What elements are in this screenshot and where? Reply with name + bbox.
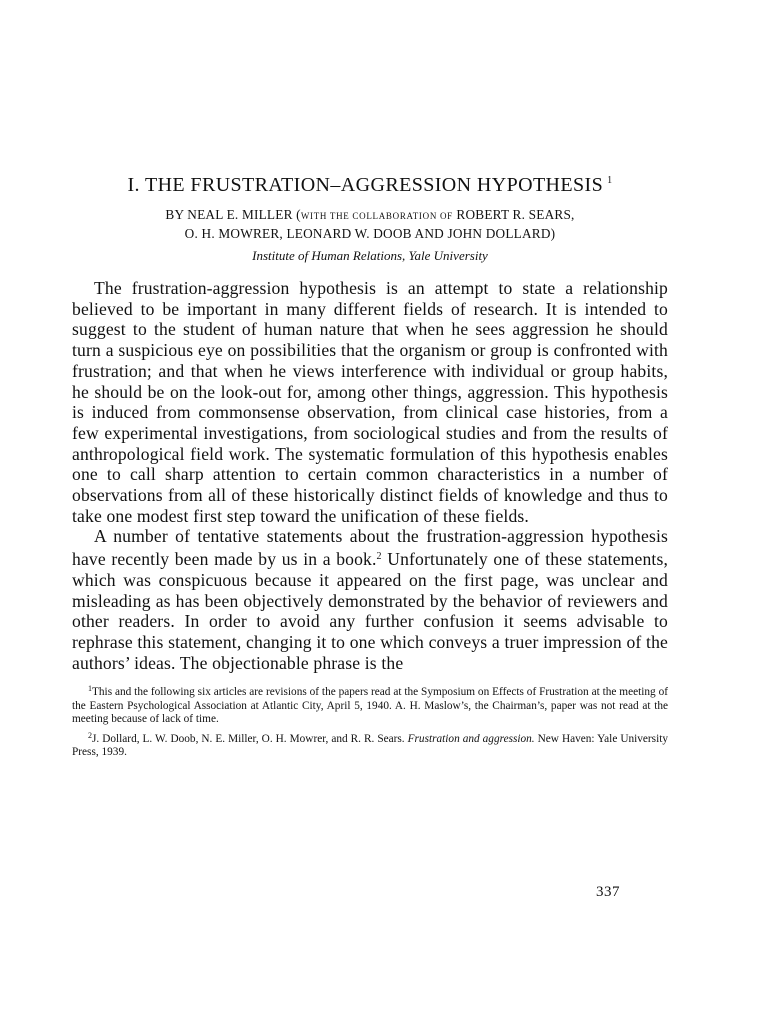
footnote-2 (72, 729, 668, 760)
title-text: I. THE FRUSTRATION–AGGRESSION HYPOTHESIS (127, 174, 604, 196)
author-byline (72, 206, 668, 242)
paragraph-1: The frustration-aggression hypothesis is an attempt to state a relationship believed to be important in many different fields of research. It is intended to suggest to the student of human nature that when he sees aggression he should turn a suspicious eye on possibilities that the organism or group is confronted with frustration; and that when he views interference with individual or group habits, he should be on the look-out for, among other things, aggression. This hypothesis is induced from commonsense observation, from clinical case histories, from a few experimental investigations, from sociological studies and from the results of anthropological field work. The systematic formulation of this hypothesis enables one to call sharp attention to certain common characteristics in a number of observations from all of these historically distinct fields of knowledge and thus to take one modest first step toward the unification of these fields. (72, 278, 668, 526)
footnote-2-marker: 2 (88, 730, 92, 740)
footnotes (72, 682, 668, 760)
article-page (72, 168, 668, 760)
footnote-2-publisher: New Haven: Yale University Press, 1939. (72, 732, 669, 759)
paragraph-2-rest: Unfortunately one of these statements, which was conspicuous because it appeared on the first page, was unclear and misleading as has been objectively demonstrated by the behavior of reviewers and other readers. In order to avoid any further confusion it seems advisable to rephrase this statement, changing it to one which conveys a truer impression of the authors’ ideas. The objectionable phrase is the (72, 549, 668, 673)
byline-part1: BY NEAL E. MILLER ( (165, 207, 301, 222)
footnote-1 (72, 682, 668, 727)
byline-part2: ROBERT R. SEARS, (452, 207, 575, 222)
paragraph-2-start: A number of tentative statements about the frustration-aggression hypothesis have recently been made by us in a book. (72, 526, 668, 570)
byline-line2: O. H. MOWRER, LEONARD W. DOOB AND JOHN DOLLARD) (184, 226, 556, 241)
paragraph-2 (72, 526, 668, 673)
title-footnote-marker: 1 (607, 175, 613, 186)
affiliation: Institute of Human Relations, Yale University (252, 248, 488, 263)
article-title (72, 168, 668, 198)
page-number: 337 (596, 884, 620, 900)
footnote-2-book-title: Frustration and aggression. (407, 732, 535, 745)
footnote-ref-2: 2 (376, 551, 382, 563)
byline-collaboration: WITH THE COLLABORATION OF (300, 211, 453, 221)
footnote-1-text: This and the following six articles are revisions of the papers read at the Symposium on Effects of Frustration at the meeting of the Eastern Psychological Association at Atlantic City, April 5, 1940. A. H. Maslow’s, the Chairman’s, paper was not read at the meeting because of lack of time. (72, 686, 668, 726)
body-text (72, 278, 668, 673)
footnote-2-text: J. Dollard, L. W. Doob, N. E. Miller, O. H. Mowrer, and R. R. Sears. (92, 732, 408, 745)
footnote-1-marker: 1 (88, 684, 92, 694)
